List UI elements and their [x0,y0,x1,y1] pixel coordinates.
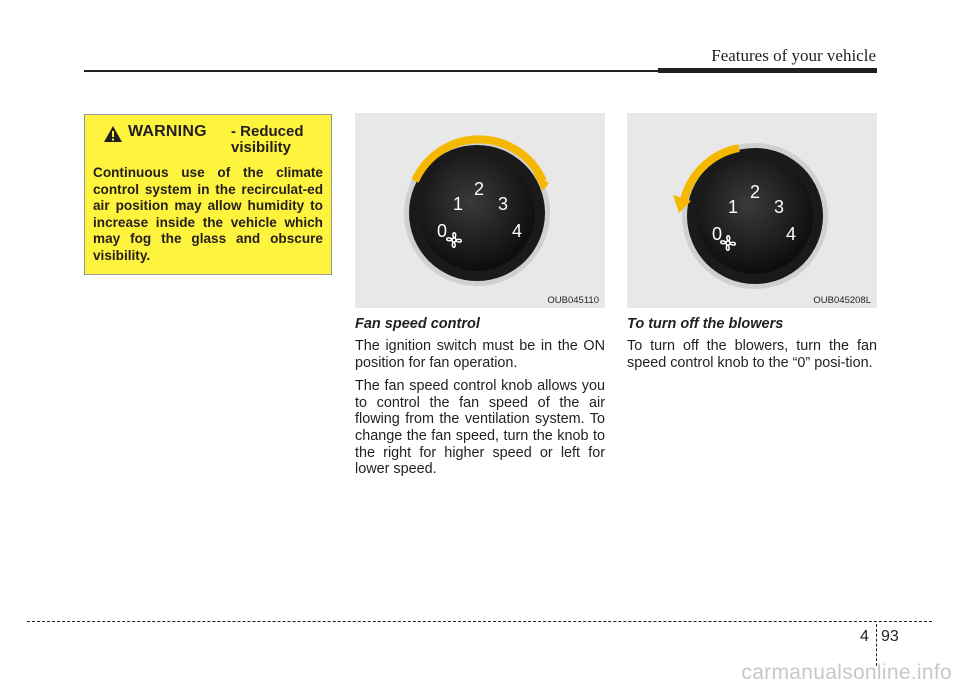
warning-label: WARNING [128,123,207,140]
knob-num-2: 2 [474,179,485,199]
section-title: To turn off the blowers [627,316,784,332]
knob-num-4: 4 [786,224,797,244]
paragraph: The ignition switch must be in the ON position for fan operation. [355,338,605,371]
header-title: Features of your vehicle [711,46,876,65]
figure-code: OUB045208L [813,295,871,306]
fan-knob-illustration [627,113,877,308]
warning-subtitle: - Reduced visibility [231,123,304,156]
warning-triangle-icon [103,125,123,143]
section-blowers-off [627,316,877,378]
footer-rule [27,621,932,622]
warning-text: Continuous use of the climate control system in the recirculat-ed air position may allow humidity to increase inside the vehicle which may fog the glass and obscure visibility. [93,165,323,263]
knob-num-0: 0 [437,221,448,241]
knob-num-2: 2 [750,182,761,202]
knob-face [419,155,535,271]
paragraph: The fan speed control knob allows you to control the fan speed of the air flowing from the ventilation system. To change the fan speed, turn the knob to the right for higher speed or left for lower speed. [355,378,605,478]
warning-header [93,123,323,161]
paragraph: To turn off the blowers, turn the fan speed control knob to the “0” posi-tion. [627,338,877,371]
page-number: 93 [881,628,899,645]
header-rule-accent [658,68,877,73]
figure-code: OUB045110 [547,295,599,306]
knob-num-4: 4 [512,221,523,241]
knob-face [697,158,813,274]
figure-fan-speed-knob [355,113,605,308]
knob-num-1: 1 [453,194,464,214]
fan-knob-illustration [355,113,605,308]
knob-num-0: 0 [712,224,723,244]
knob-num-1: 1 [728,197,739,217]
knob-num-3: 3 [498,194,509,214]
section-title: Fan speed control [355,316,480,332]
watermark: carmanualsonline.info [741,661,952,684]
knob-num-3: 3 [774,197,785,217]
figure-blower-off-knob [627,113,877,308]
section-fan-speed [355,316,605,485]
chapter-number: 4 [860,628,869,645]
warning-box [84,114,332,275]
footer-divider [876,624,877,666]
